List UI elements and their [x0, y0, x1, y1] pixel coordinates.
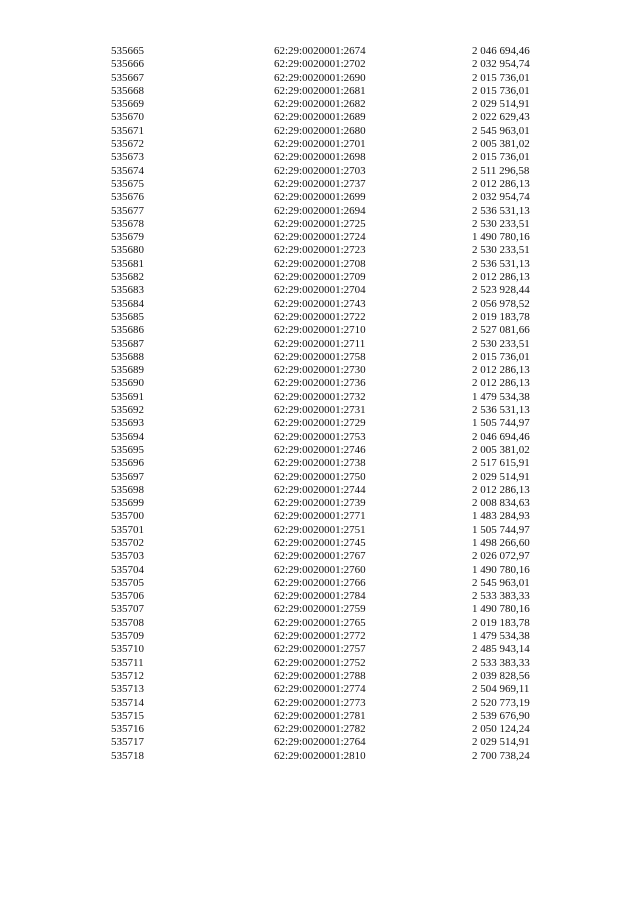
record-number-cell: 535695	[111, 443, 144, 456]
record-number-cell: 535716	[111, 723, 144, 736]
record-number-cell: 535665	[111, 45, 144, 57]
cadastral-value-cell: 2 029 514,91	[472, 736, 530, 749]
table-row	[111, 670, 541, 683]
record-number-cell: 535669	[111, 98, 144, 111]
record-number-cell: 535671	[111, 124, 144, 137]
cadastral-value-cell: 2 039 828,56	[472, 669, 530, 682]
cadastral-number-cell: 62:29:0020001:2760	[274, 563, 366, 576]
record-number-cell: 535715	[111, 709, 144, 722]
table-row	[111, 417, 541, 430]
cadastral-value-cell: 2 008 834,63	[472, 497, 530, 510]
cadastral-value-cell: 2 545 963,01	[472, 124, 530, 137]
cadastral-value-cell: 2 700 738,24	[472, 749, 530, 762]
table-row	[111, 537, 541, 550]
cadastral-value-cell: 2 533 383,33	[472, 656, 530, 669]
cadastral-number-cell: 62:29:0020001:2771	[274, 510, 366, 523]
cadastral-number-cell: 62:29:0020001:2788	[274, 669, 366, 682]
table-row	[111, 284, 541, 297]
table-row	[111, 351, 541, 364]
cadastral-number-cell: 62:29:0020001:2703	[274, 164, 366, 177]
table-row	[111, 178, 541, 191]
cadastral-number-cell: 62:29:0020001:2738	[274, 457, 366, 470]
cadastral-number-cell: 62:29:0020001:2751	[274, 523, 366, 536]
record-number-cell: 535679	[111, 231, 144, 244]
cadastral-number-cell: 62:29:0020001:2781	[274, 709, 366, 722]
record-number-cell: 535700	[111, 510, 144, 523]
table-row	[111, 550, 541, 563]
cadastral-value-cell: 2 012 286,13	[472, 483, 530, 496]
cadastral-value-cell: 2 520 773,19	[472, 696, 530, 709]
record-number-cell: 535667	[111, 71, 144, 84]
table-row	[111, 710, 541, 723]
cadastral-value-cell: 1 490 780,16	[472, 231, 530, 244]
cadastral-number-cell: 62:29:0020001:2774	[274, 683, 366, 696]
record-number-cell: 535703	[111, 550, 144, 563]
record-number-cell: 535712	[111, 669, 144, 682]
table-row	[111, 736, 541, 749]
cadastral-value-cell: 2 015 736,01	[472, 350, 530, 363]
cadastral-value-cell: 2 523 928,44	[472, 284, 530, 297]
record-number-cell: 535682	[111, 271, 144, 284]
record-number-cell: 535668	[111, 84, 144, 97]
table-row	[111, 391, 541, 404]
cadastral-number-cell: 62:29:0020001:2767	[274, 550, 366, 563]
cadastral-number-cell: 62:29:0020001:2737	[274, 177, 366, 190]
cadastral-value-cell: 2 517 615,91	[472, 457, 530, 470]
cadastral-value-cell: 2 015 736,01	[472, 84, 530, 97]
record-number-cell: 535693	[111, 417, 144, 430]
cadastral-value-cell: 1 498 266,60	[472, 536, 530, 549]
table-row	[111, 471, 541, 484]
record-number-cell: 535718	[111, 749, 144, 762]
cadastral-value-cell: 2 536 531,13	[472, 257, 530, 270]
record-number-cell: 535714	[111, 696, 144, 709]
table-row	[111, 377, 541, 390]
cadastral-value-cell: 2 032 954,74	[472, 191, 530, 204]
cadastral-number-cell: 62:29:0020001:2702	[274, 58, 366, 71]
cadastral-value-cell: 2 545 963,01	[472, 576, 530, 589]
record-number-cell: 535705	[111, 576, 144, 589]
cadastral-value-cell: 2 029 514,91	[472, 470, 530, 483]
cadastral-value-cell: 2 012 286,13	[472, 364, 530, 377]
cadastral-number-cell: 62:29:0020001:2744	[274, 483, 366, 496]
record-number-cell: 535687	[111, 337, 144, 350]
cadastral-number-cell: 62:29:0020001:2764	[274, 736, 366, 749]
record-number-cell: 535696	[111, 457, 144, 470]
table-row	[111, 165, 541, 178]
table-row	[111, 590, 541, 603]
cadastral-value-table	[111, 45, 541, 763]
record-number-cell: 535689	[111, 364, 144, 377]
cadastral-value-cell: 2 015 736,01	[472, 151, 530, 164]
table-row	[111, 72, 541, 85]
cadastral-value-cell: 2 032 954,74	[472, 58, 530, 71]
cadastral-number-cell: 62:29:0020001:2759	[274, 603, 366, 616]
cadastral-value-cell: 2 046 694,46	[472, 430, 530, 443]
cadastral-number-cell: 62:29:0020001:2750	[274, 470, 366, 483]
cadastral-number-cell: 62:29:0020001:2731	[274, 404, 366, 417]
cadastral-number-cell: 62:29:0020001:2753	[274, 430, 366, 443]
cadastral-value-cell: 2 530 233,51	[472, 217, 530, 230]
cadastral-value-cell: 2 015 736,01	[472, 71, 530, 84]
record-number-cell: 535697	[111, 470, 144, 483]
table-row	[111, 205, 541, 218]
table-row	[111, 510, 541, 523]
record-number-cell: 535676	[111, 191, 144, 204]
cadastral-value-cell: 2 046 694,46	[472, 45, 530, 57]
table-row	[111, 723, 541, 736]
table-row	[111, 364, 541, 377]
cadastral-value-cell: 1 483 284,93	[472, 510, 530, 523]
table-row	[111, 85, 541, 98]
cadastral-number-cell: 62:29:0020001:2689	[274, 111, 366, 124]
table-row	[111, 577, 541, 590]
record-number-cell: 535692	[111, 404, 144, 417]
record-number-cell: 535678	[111, 217, 144, 230]
table-row	[111, 697, 541, 710]
cadastral-number-cell: 62:29:0020001:2752	[274, 656, 366, 669]
record-number-cell: 535675	[111, 177, 144, 190]
cadastral-number-cell: 62:29:0020001:2711	[274, 337, 366, 350]
record-number-cell: 535709	[111, 630, 144, 643]
record-number-cell: 535672	[111, 138, 144, 151]
cadastral-value-cell: 2 485 943,14	[472, 643, 530, 656]
cadastral-number-cell: 62:29:0020001:2784	[274, 590, 366, 603]
cadastral-value-cell: 2 012 286,13	[472, 177, 530, 190]
record-number-cell: 535698	[111, 483, 144, 496]
table-row	[111, 98, 541, 111]
cadastral-value-cell: 2 029 514,91	[472, 98, 530, 111]
table-row	[111, 564, 541, 577]
table-row	[111, 484, 541, 497]
cadastral-number-cell: 62:29:0020001:2745	[274, 536, 366, 549]
cadastral-value-cell: 2 530 233,51	[472, 244, 530, 257]
cadastral-number-cell: 62:29:0020001:2701	[274, 138, 366, 151]
cadastral-value-cell: 2 050 124,24	[472, 723, 530, 736]
cadastral-number-cell: 62:29:0020001:2674	[274, 45, 366, 57]
cadastral-value-cell: 2 026 072,97	[472, 550, 530, 563]
cadastral-value-cell: 2 022 629,43	[472, 111, 530, 124]
record-number-cell: 535681	[111, 257, 144, 270]
record-number-cell: 535677	[111, 204, 144, 217]
record-number-cell: 535685	[111, 310, 144, 323]
table-row	[111, 45, 541, 58]
cadastral-number-cell: 62:29:0020001:2766	[274, 576, 366, 589]
record-number-cell: 535701	[111, 523, 144, 536]
table-row	[111, 231, 541, 244]
table-row	[111, 457, 541, 470]
record-number-cell: 535707	[111, 603, 144, 616]
table-row	[111, 497, 541, 510]
cadastral-number-cell: 62:29:0020001:2724	[274, 231, 366, 244]
table-row	[111, 630, 541, 643]
record-number-cell: 535674	[111, 164, 144, 177]
cadastral-number-cell: 62:29:0020001:2699	[274, 191, 366, 204]
table-row	[111, 244, 541, 257]
cadastral-number-cell: 62:29:0020001:2708	[274, 257, 366, 270]
table-row	[111, 750, 541, 763]
table-row	[111, 138, 541, 151]
record-number-cell: 535717	[111, 736, 144, 749]
cadastral-value-cell: 2 005 381,02	[472, 443, 530, 456]
cadastral-value-cell: 2 539 676,90	[472, 709, 530, 722]
cadastral-value-cell: 2 527 081,66	[472, 324, 530, 337]
table-row	[111, 58, 541, 71]
cadastral-number-cell: 62:29:0020001:2743	[274, 297, 366, 310]
cadastral-value-cell: 2 056 978,52	[472, 297, 530, 310]
record-number-cell: 535680	[111, 244, 144, 257]
cadastral-value-cell: 2 536 531,13	[472, 204, 530, 217]
cadastral-number-cell: 62:29:0020001:2710	[274, 324, 366, 337]
table-row	[111, 524, 541, 537]
table-row	[111, 218, 541, 231]
cadastral-number-cell: 62:29:0020001:2765	[274, 616, 366, 629]
record-number-cell: 535684	[111, 297, 144, 310]
cadastral-number-cell: 62:29:0020001:2725	[274, 217, 366, 230]
record-number-cell: 535691	[111, 390, 144, 403]
table-row	[111, 311, 541, 324]
record-number-cell: 535711	[111, 656, 144, 669]
record-number-cell: 535673	[111, 151, 144, 164]
cadastral-value-cell: 2 536 531,13	[472, 404, 530, 417]
record-number-cell: 535713	[111, 683, 144, 696]
cadastral-number-cell: 62:29:0020001:2758	[274, 350, 366, 363]
table-row	[111, 444, 541, 457]
cadastral-number-cell: 62:29:0020001:2682	[274, 98, 366, 111]
table-row	[111, 191, 541, 204]
cadastral-number-cell: 62:29:0020001:2739	[274, 497, 366, 510]
cadastral-number-cell: 62:29:0020001:2773	[274, 696, 366, 709]
cadastral-number-cell: 62:29:0020001:2722	[274, 310, 366, 323]
cadastral-value-cell: 2 504 969,11	[472, 683, 530, 696]
cadastral-number-cell: 62:29:0020001:2729	[274, 417, 366, 430]
table-row	[111, 338, 541, 351]
record-number-cell: 535670	[111, 111, 144, 124]
record-number-cell: 535694	[111, 430, 144, 443]
record-number-cell: 535706	[111, 590, 144, 603]
table-row	[111, 125, 541, 138]
table-row	[111, 603, 541, 616]
cadastral-number-cell: 62:29:0020001:2736	[274, 377, 366, 390]
cadastral-number-cell: 62:29:0020001:2704	[274, 284, 366, 297]
cadastral-value-cell: 2 005 381,02	[472, 138, 530, 151]
table-row	[111, 298, 541, 311]
cadastral-value-cell: 2 012 286,13	[472, 377, 530, 390]
cadastral-number-cell: 62:29:0020001:2723	[274, 244, 366, 257]
cadastral-value-cell: 1 505 744,97	[472, 417, 530, 430]
cadastral-number-cell: 62:29:0020001:2698	[274, 151, 366, 164]
cadastral-number-cell: 62:29:0020001:2694	[274, 204, 366, 217]
cadastral-number-cell: 62:29:0020001:2730	[274, 364, 366, 377]
record-number-cell: 535704	[111, 563, 144, 576]
table-row	[111, 431, 541, 444]
cadastral-number-cell: 62:29:0020001:2690	[274, 71, 366, 84]
cadastral-number-cell: 62:29:0020001:2782	[274, 723, 366, 736]
cadastral-value-cell: 1 490 780,16	[472, 563, 530, 576]
record-number-cell: 535702	[111, 536, 144, 549]
cadastral-number-cell: 62:29:0020001:2709	[274, 271, 366, 284]
cadastral-number-cell: 62:29:0020001:2732	[274, 390, 366, 403]
table-row	[111, 271, 541, 284]
table-row	[111, 617, 541, 630]
table-row	[111, 258, 541, 271]
record-number-cell: 535710	[111, 643, 144, 656]
cadastral-value-cell: 2 019 183,78	[472, 310, 530, 323]
cadastral-value-cell: 1 479 534,38	[472, 390, 530, 403]
table-row	[111, 324, 541, 337]
cadastral-value-cell: 1 479 534,38	[472, 630, 530, 643]
record-number-cell: 535690	[111, 377, 144, 390]
record-number-cell: 535688	[111, 350, 144, 363]
table-row	[111, 111, 541, 124]
cadastral-value-cell: 2 530 233,51	[472, 337, 530, 350]
cadastral-value-cell: 1 490 780,16	[472, 603, 530, 616]
record-number-cell: 535683	[111, 284, 144, 297]
table-row	[111, 404, 541, 417]
record-number-cell: 535686	[111, 324, 144, 337]
table-row	[111, 657, 541, 670]
record-number-cell: 535708	[111, 616, 144, 629]
cadastral-number-cell: 62:29:0020001:2680	[274, 124, 366, 137]
cadastral-value-cell: 2 533 383,33	[472, 590, 530, 603]
table-row	[111, 643, 541, 656]
record-number-cell: 535666	[111, 58, 144, 71]
cadastral-value-cell: 2 511 296,58	[472, 164, 530, 177]
cadastral-value-cell: 1 505 744,97	[472, 523, 530, 536]
record-number-cell: 535699	[111, 497, 144, 510]
cadastral-number-cell: 62:29:0020001:2681	[274, 84, 366, 97]
cadastral-number-cell: 62:29:0020001:2746	[274, 443, 366, 456]
cadastral-value-cell: 2 012 286,13	[472, 271, 530, 284]
cadastral-number-cell: 62:29:0020001:2810	[274, 749, 366, 762]
table-row	[111, 683, 541, 696]
cadastral-number-cell: 62:29:0020001:2772	[274, 630, 366, 643]
cadastral-value-cell: 2 019 183,78	[472, 616, 530, 629]
cadastral-number-cell: 62:29:0020001:2757	[274, 643, 366, 656]
table-row	[111, 151, 541, 164]
